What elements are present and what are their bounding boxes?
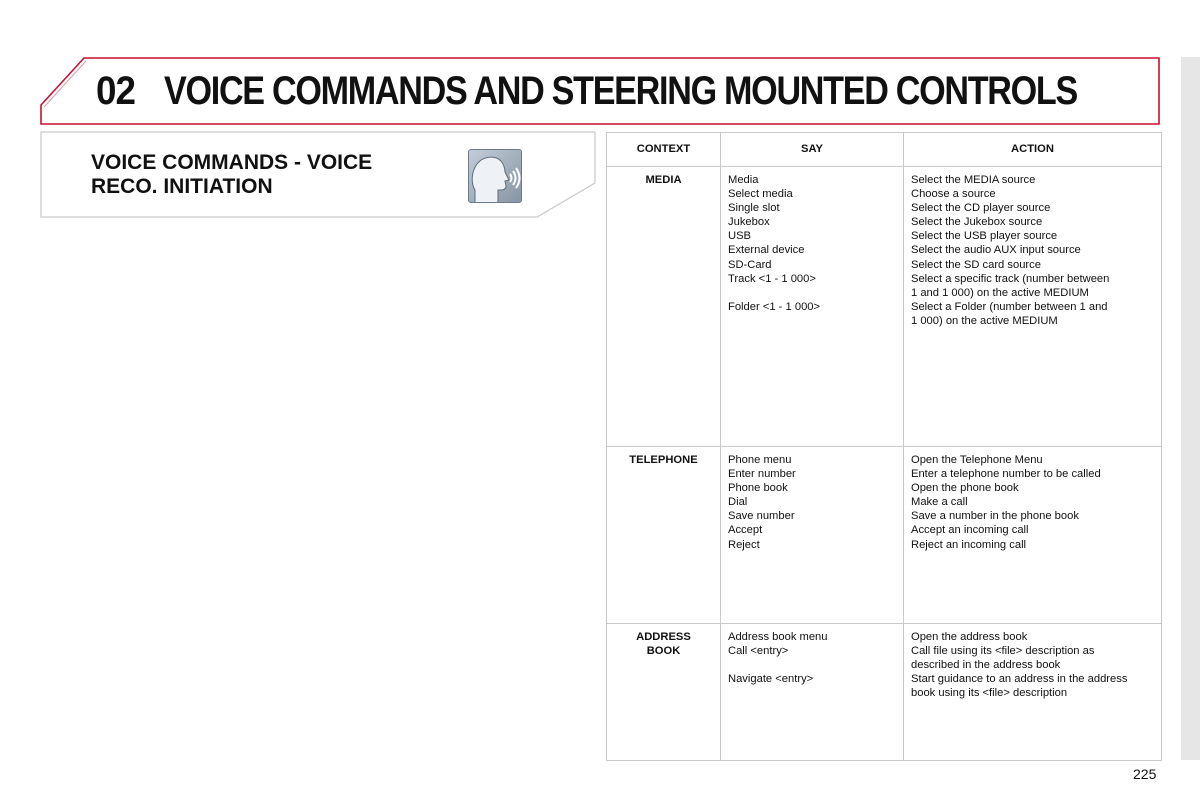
- say-cell: Media Select media Single slot Jukebox USB External device SD-Card Track <1 - 1 000> Folder <1 - 1 000>: [721, 167, 904, 447]
- voice-speaking-head-icon: [468, 149, 522, 203]
- context-cell: TELEPHONE: [607, 447, 721, 624]
- column-header-context: CONTEXT: [607, 133, 721, 167]
- page-number: 225: [1133, 766, 1157, 782]
- table-row-address-book: [607, 624, 1162, 761]
- action-cell: Open the Telephone Menu Enter a telephone number to be called Open the phone book Make a call Save a number in the phone book Accept an incoming call Reject an incoming call: [904, 447, 1162, 624]
- section-title-box: [40, 131, 596, 219]
- page-edge-tab: [1181, 57, 1200, 760]
- column-header-say: SAY: [721, 133, 904, 167]
- say-cell: Phone menu Enter number Phone book Dial Save number Accept Reject: [721, 447, 904, 624]
- column-header-action: ACTION: [904, 133, 1162, 167]
- chapter-number: 02: [96, 69, 136, 113]
- context-cell: MEDIA: [607, 167, 721, 447]
- action-cell: Open the address book Call file using its <file> description as described in the address book Start guidance to an address in the address book using its <file> description: [904, 624, 1162, 761]
- table-row-telephone: [607, 447, 1162, 624]
- section-title: [91, 151, 451, 199]
- voice-commands-table: [606, 132, 1162, 761]
- section-title-line-2: RECO. INITIATION: [91, 175, 273, 198]
- table-row-media: [607, 167, 1162, 447]
- context-cell: ADDRESS BOOK: [607, 624, 721, 761]
- table-header-row: [607, 133, 1162, 167]
- section-title-line-1: VOICE COMMANDS - VOICE: [91, 151, 373, 174]
- action-cell: Select the MEDIA source Choose a source Select the CD player source Select the Jukebox source Select the USB player source Select the audio AUX input source Select the SD card source Select a specific track (number between 1 and 1 000) on the active MEDIUM Select a Folder (number between 1 and 1 000) on the active MEDIUM: [904, 167, 1162, 447]
- say-cell: Address book menu Call <entry> Navigate <entry>: [721, 624, 904, 761]
- chapter-title: VOICE COMMANDS AND STEERING MOUNTED CONTROLS: [164, 69, 1077, 113]
- chapter-header: [40, 57, 1160, 125]
